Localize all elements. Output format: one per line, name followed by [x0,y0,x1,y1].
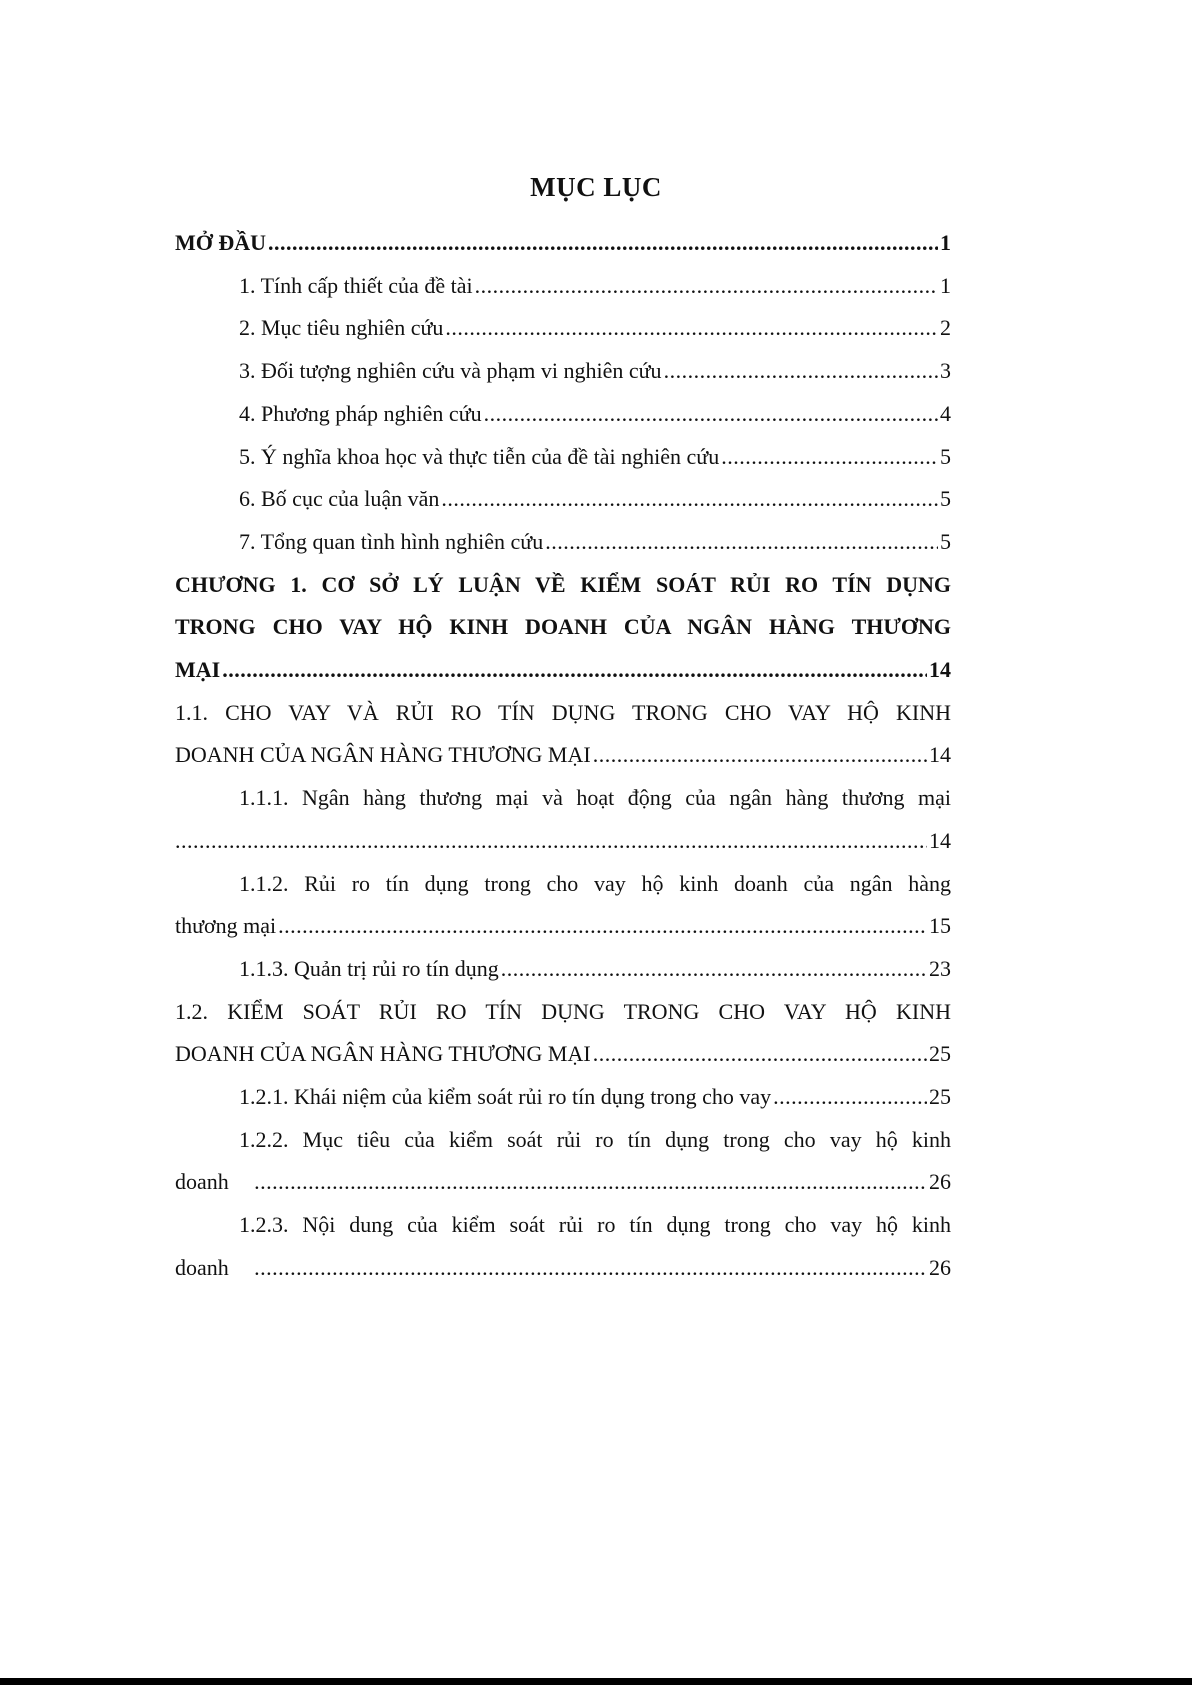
toc-page-number: 15 [929,913,951,939]
toc-entry-text-line: 1.1. CHO VAY VÀ RỦI RO TÍN DỤNG TRONG CHO VAY HỘ KINH [175,699,951,725]
toc-page-number: 1 [940,230,951,255]
toc-page-number: 14 [929,827,951,853]
toc-entry-text-line: 1.2. KIỂM SOÁT RỦI RO TÍN DỤNG TRONG CHO VAY HỘ KINH [175,998,951,1024]
toc-entry-1-2-2[interactable] [175,1119,951,1204]
dot-leader [773,1076,927,1119]
dot-leader [475,265,938,308]
toc-entry-1-1-3[interactable] [175,948,951,991]
toc-entry-text: 5. Ý nghĩa khoa học và thực tiễn của đề tài nghiên cứu [239,443,720,469]
dot-leader [268,222,938,265]
dot-leader [545,521,938,564]
toc-entry-1-2-1[interactable] [175,1076,951,1119]
toc-entry-mo-dau[interactable] [175,222,951,265]
toc-entry-1[interactable] [175,265,951,308]
toc-entry-text: 4. Phương pháp nghiên cứu [239,400,482,426]
toc-page-number: 1 [940,272,951,298]
dot-leader [445,307,938,350]
table-of-contents [175,222,951,1290]
dot-leader [501,948,927,991]
toc-page-number: 26 [929,1169,951,1195]
toc-entry-text-line: MẠI [175,657,221,683]
toc-entry-text-line: DOANH CỦA NGÂN HÀNG THƯƠNG MẠI [175,1041,591,1067]
toc-entry-5[interactable] [175,436,951,479]
toc-page-number: 5 [940,486,951,512]
toc-title: MỤC LỤC [530,172,662,202]
toc-entry-text: MỞ ĐẦU [175,230,267,255]
toc-page-number: 5 [940,528,951,554]
toc-entry-7[interactable] [175,521,951,564]
page-bottom-edge [0,1678,1192,1685]
toc-entry-1-2-3[interactable] [175,1204,951,1289]
toc-page-number: 25 [929,1041,951,1067]
dot-leader [222,649,927,692]
toc-page-number: 14 [929,657,951,683]
toc-entry-text-line: 1.2.3. Nội dung của kiểm soát rủi ro tín dụng trong cho vay hộ kinh [239,1212,951,1238]
toc-page-number: 4 [940,400,951,426]
toc-entry-text-line: 1.1.1. Ngân hàng thương mại và hoạt động của ngân hàng thương mại [239,785,951,811]
toc-page-number: 25 [929,1084,951,1110]
toc-entry-text-line: 1.2.2. Mục tiêu của kiểm soát rủi ro tín dụng trong cho vay hộ kinh [239,1126,951,1152]
dot-leader [441,478,938,521]
toc-entry-text: 1.2.1. Khái niệm của kiểm soát rủi ro tín dụng trong cho vay [239,1084,772,1110]
toc-page-number: 5 [940,443,951,469]
toc-entry-1-1[interactable] [175,692,951,777]
toc-page-number: 14 [929,742,951,768]
toc-entry-6[interactable] [175,478,951,521]
toc-entry-text: 2. Mục tiêu nghiên cứu [239,315,444,341]
toc-entry-text-line: CHƯƠNG 1. CƠ SỞ LÝ LUẬN VỀ KIỂM SOÁT RỦI RO TÍN DỤNG [175,571,951,597]
dot-leader [664,350,938,393]
toc-entry-text-line: TRONG CHO VAY HỘ KINH DOANH CỦA NGÂN HÀNG THƯƠNG [175,614,951,640]
toc-entry-text: 7. Tổng quan tình hình nghiên cứu [239,528,544,554]
dot-leader [484,393,938,436]
dot-leader [254,1247,927,1290]
toc-entry-text-line: doanh [175,1254,229,1280]
dot-leader [721,436,938,479]
toc-entry-1-1-1[interactable] [175,777,951,862]
toc-entry-4[interactable] [175,393,951,436]
toc-entry-text-line: DOANH CỦA NGÂN HÀNG THƯƠNG MẠI [175,742,591,768]
dot-leader [278,905,927,948]
toc-entry-1-1-2[interactable] [175,863,951,948]
toc-entry-3[interactable] [175,350,951,393]
toc-entry-1-2[interactable] [175,991,951,1076]
toc-entry-2[interactable] [175,307,951,350]
dot-leader [254,1161,927,1204]
toc-page-number: 23 [929,955,951,981]
toc-entry-text-line: 1.1.2. Rủi ro tín dụng trong cho vay hộ kinh doanh của ngân hàng [239,870,951,896]
dot-leader [175,820,927,863]
toc-entry-chapter-1[interactable] [175,564,951,692]
toc-entry-text-line: thương mại [175,913,277,939]
dot-leader [593,734,927,777]
dot-leader [593,1033,927,1076]
toc-entry-text: 1. Tính cấp thiết của đề tài [239,272,473,298]
toc-entry-text-line: doanh [175,1169,229,1195]
toc-page-number: 2 [940,315,951,341]
toc-page-number: 26 [929,1254,951,1280]
toc-entry-text: 1.1.3. Quản trị rủi ro tín dụng [239,955,499,981]
toc-entry-text: 3. Đối tượng nghiên cứu và phạm vi nghiên cứu [239,358,662,384]
toc-page-number: 3 [940,358,951,384]
toc-entry-text: 6. Bố cục của luận văn [239,486,440,512]
